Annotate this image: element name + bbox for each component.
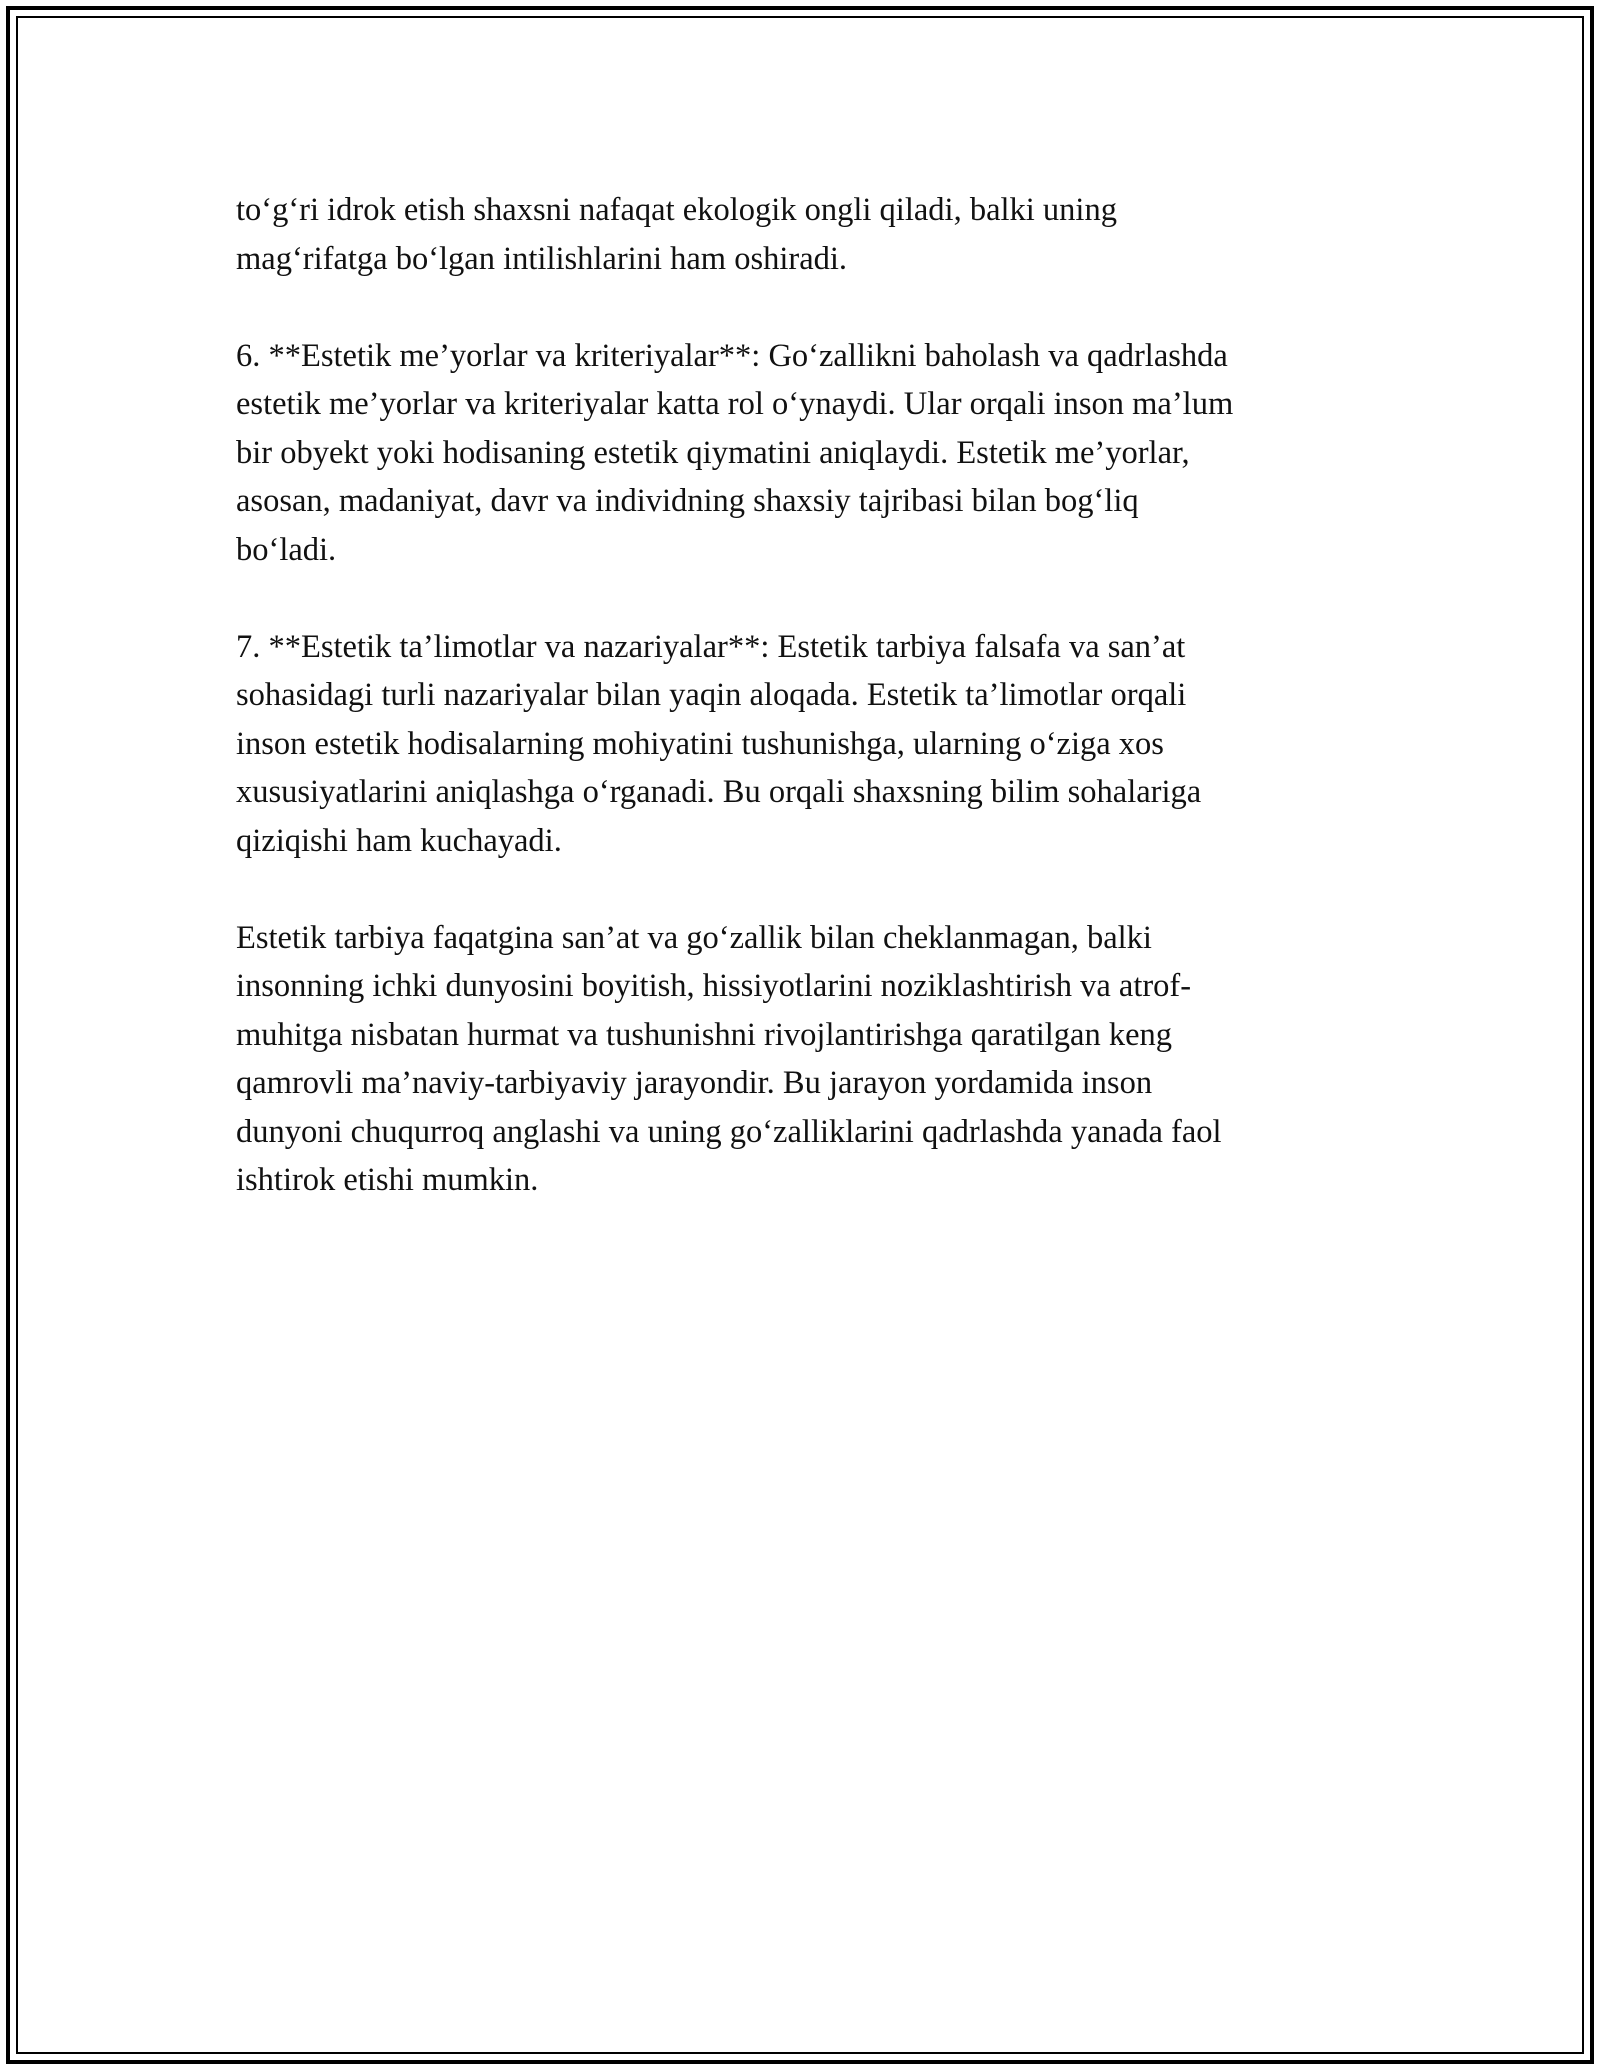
text-line: dunyoni chuqurroq anglashi va uning go‘zalliklarini qadrlashda yanada faol	[236, 1113, 1222, 1150]
text-line: mag‘rifatga bo‘lgan intilishlarini ham oshiradi.	[236, 240, 848, 277]
text-line: 6. **Estetik me’yorlar va kriteriyalar**: Go‘zallikni baholash va qadrlashda	[236, 337, 1228, 374]
text-line: sohasidagi turli nazariyalar bilan yaqin aloqada. Estetik ta’limotlar orqali	[236, 677, 1187, 713]
text-line: bo‘ladi.	[236, 531, 337, 568]
document-body	[236, 186, 1366, 1253]
text-line: Estetik tarbiya faqatgina san’at va go‘zallik bilan cheklanmagan, balki	[236, 919, 1152, 956]
text-line: to‘g‘ri idrok etish shaxsni nafaqat ekologik ongli qiladi, balki uning	[236, 192, 1117, 228]
text-line: muhitga nisbatan hurmat va tushunishni rivojlantirishga qaratilgan keng	[236, 1016, 1172, 1053]
text-line: asosan, madaniyat, davr va individning shaxsiy tajribasi bilan bog‘liq	[236, 483, 1139, 519]
text-line: insonning ichki dunyosini boyitish, hissiyotlarini noziklashtirish va atrof-	[236, 968, 1192, 1004]
paragraph-item-6	[236, 332, 1366, 575]
text-line: xususiyatlarini aniqlashga o‘rganadi. Bu orqali shaxsning bilim sohalariga	[236, 774, 1202, 810]
paragraph-item-7	[236, 623, 1366, 866]
text-line: estetik me’yorlar va kriteriyalar katta rol o‘ynaydi. Ular orqali inson ma’lum	[236, 386, 1234, 422]
text-line: qiziqishi ham kuchayadi.	[236, 822, 562, 859]
paragraph-intro-continuation	[236, 186, 1366, 283]
text-line: ishtirok etishi mumkin.	[236, 1162, 539, 1198]
paragraph-conclusion	[236, 914, 1366, 1205]
text-line: inson estetik hodisalarning mohiyatini tushunishga, ularning o‘ziga xos	[236, 725, 1164, 762]
text-line: bir obyekt yoki hodisaning estetik qiymatini aniqlaydi. Estetik me’yorlar,	[236, 434, 1190, 471]
text-line: qamrovli ma’naviy-tarbiyaviy jarayondir. Bu jarayon yordamida inson	[236, 1065, 1153, 1101]
text-line: 7. **Estetik ta’limotlar va nazariyalar**: Estetik tarbiya falsafa va san’at	[236, 628, 1186, 665]
